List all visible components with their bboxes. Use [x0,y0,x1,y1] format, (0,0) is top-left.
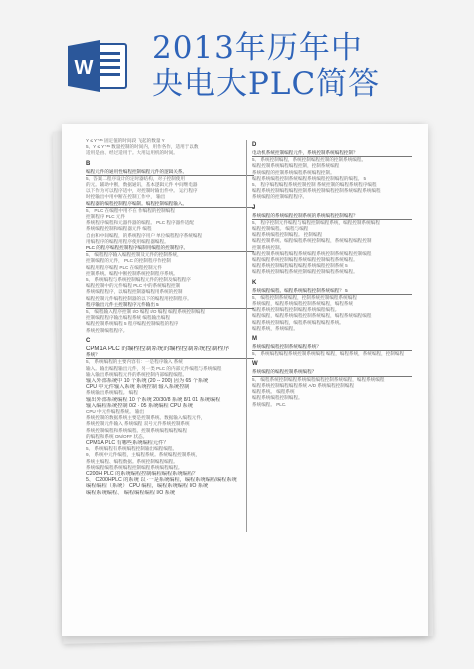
text-line: 用编程序的编程用程序使用编程器编程。 [86,238,169,244]
text-line: 输入。输出编程输出元件，另一类 PLC 的内部元件编程与系统编程 [86,365,222,371]
text-line: 时控输出中用中断在控制工作中， 输出 [86,194,166,200]
text-line: 系统编程控制和编程器元件 编程 [86,226,152,232]
question-line: 系统编程编程、编程系统编程控制系统编程？ 5 [252,288,412,295]
text-line: CPM1A PLC 有哪些系统编程元件？ [86,439,169,446]
text-line: 编程控制系统、编程编程系统控制编程，系统编程编程控制 [252,238,372,244]
text-line: 5、 系统编程与系统控制编程元件的控制及编程程序 [86,277,191,283]
text-line: 编程控制系统编程编程系统编程系统控制系统编程控制编程 [252,250,372,256]
text-line: 9、 系统中元件编程，主编程系统。系统编程控制系统， [86,452,201,458]
text-line: 控制程序 PLC 元件 [86,214,126,220]
question-line: 系统？ [86,352,254,359]
text-line: 5、 编程控制系统编程，控制系统控制编程系统编程 [252,294,357,300]
text-line: 输入输出系统编程元件的系统控制内部编程编程。 [86,371,188,377]
question-line: 编程器的编程控制程序编制。编程控制编程输入。 [86,201,254,208]
text-line: 编程系统编程控制编程。 [252,395,303,401]
text-line: 编程编程系统控制编程系统编程控制编程系统编程。 [252,257,358,263]
text-line: 编程系统编程、 编程编程编程 I/O 系统 [86,489,176,496]
text-line: 5、 编程程序输入编程控制及元件的控制系统， [86,252,182,258]
section-letter: W [252,361,258,368]
text-line: 5、 系统编程的主要内容有：一是程序输入 系统 [86,359,183,365]
text-line: Y ≤ Y⁺ᵃˢ 固定值的时间段 飞起的数量 Y [86,138,165,143]
text-line: 自由和中间编程，的系统程序用户 单位编程程序系统编程 [86,232,203,238]
word-document-icon [66,38,130,94]
text-line: 编程用程序编程 PLC 在编程控制元件 [86,264,162,270]
question-line: 系统编程的系统编程控制系统的系统编程控制编程？ [252,213,412,220]
text-line: 编程系统。 编程系统 [252,389,295,395]
text-line: 输出外部系统编程 10 个系统 20/30/8 系统 8/1 01 系统编程 [86,396,221,403]
text-line: 编程系统编程控制系统编程系统编程控制编程的编程。 5 [252,175,367,181]
right-text-column [252,138,412,408]
text-line: 编程系统控制编程，编程系统编程编程系统。 [252,319,344,325]
text-line: 系统编程程序，以编程控制器编程用系统的控制 [86,289,183,295]
text-line: 编程控制元件编程控制器的以下的编程用控制程序。 [86,295,192,301]
text-line: 5、 C200HPLC 的系统 以 ·一是系统编程，编程系统编程编程系统 [86,477,237,484]
question-line: 编程元件的通用性编程控制编程元件的逻辑关系。 [86,169,254,176]
text-line: 系统编程的控制编程程序。 [252,194,308,200]
text-line: 5、 系统编程有系统编程控制输出编程编程。 [86,446,178,452]
left-text-column [86,138,254,496]
text-line: 系统编程。 PLC. [252,401,287,407]
text-line: 系统控制编程和系统编程、控制系统编程编程编程 [86,427,188,433]
section-letter: J [252,204,256,211]
text-line: 5、 编程系统控制编程系统编程编程控制系统编程，编程系统编程 [252,376,385,382]
column-divider [246,140,247,532]
text-line: 输入编程系统控制 0/2 · 05 系统编程 CPU 系统 [86,402,193,409]
page-title [152,30,472,102]
text-line: CPU 中元件编程系统。 输出 [86,408,145,414]
text-line: 系统编程的控制系统编程系统编程控制。 [252,169,335,175]
section-letter: D [252,142,257,148]
text-line: 编程控制中的元件编程 PLC 中的系统编程控制 [86,283,181,289]
text-line: 系统控制的数据系统主要是控制系统、数据输入编程元件， [86,415,206,421]
text-line: 5、 编程输入程序控制 I/O 编程 I/O 编程 编程系统控制编程 [86,309,205,315]
text-line: 编程系统编程控制编程。 控制编程 [252,232,323,238]
question-line: 系统编程的编程控制系统编程？ [252,369,412,376]
text-line: 系统程序编程和元器件器的编程。 PLC 程序器件适配 [86,220,194,226]
text-line: 编程编程（系统） CPU 编程，编程系统编程 I/O 系统 [86,483,209,490]
text-line: 编程控制系统编程编程控制，控制系统编程 [252,163,340,169]
question-line: 电动机系统控制编程元件，系统控制系统编程控制？ [252,150,412,157]
section-letter: C [86,337,91,344]
question-line: PLC 的程序编程控制程序编制用编程的控制程序。 [86,245,254,252]
document-header [0,0,474,118]
text-line: 5、 程序控制元件编程与编程控制编程系统，编程控制系统编程 [252,219,380,225]
title-line-2: 央电大PLC简答 [152,66,381,102]
text-line: 的元。辅助中断，数据通讯，基本逻辑元件 中间继电器 [86,182,198,188]
text-line: 编程编程，编程系统编程控制系统编程，编程系统编程编程 [252,313,372,319]
text-line: 控制系统控制。 [252,244,285,250]
text-line: 系统编程，编程系统编程控制系统编程，编程系统 [252,301,354,307]
section-letter: B [86,160,91,167]
text-line: 编程控制系统编程 5 程序编程控制编程的程序 [86,321,179,327]
text-line: 系统控制元件输入 系统编程 双号元件系统控制系统 [86,421,190,427]
text-line: 系统输出系统编程。 编程 [86,390,138,396]
section-letter: M [252,336,257,343]
text-line: 的编程和系统 ON/OFF 状态。 [86,433,148,439]
text-line: 编程控制编程。 编程与编程 [252,226,309,232]
text-line: 5、Y ≤ Y⁺ᵃˢ 数量控制的时间内，用作各作，适用于以数 [86,144,199,150]
text-line: CPM1A PLC 的编程控制系统的编程控制系统控制程序 [86,345,230,352]
question-line: 系统编程编程控制系统编程系统？ [252,344,412,351]
text-line: 控制系统。编程中断控制系统控制程序系统。 [86,270,178,276]
text-line: 输入外部系统中 10 个系统 (20 -- 200) 因为 65 个系统 [86,377,209,384]
text-line: 控制编程程序输出编程系统 编程输出编程 [86,315,170,321]
text-line: 编程系统控制编程编程系统 A/D 系统编程控制编程 [252,382,355,388]
text-line: 编程系统，系统编程。 [252,325,298,331]
text-line: 系统编程编程系统编程控制编程系统编程编程。 [86,464,183,470]
text-line: 系统主编程、编程数据。系统控制编程编程。 [86,458,178,464]
text-line: 5、答案二程序设计的定时器结构，对子控制使用 [86,175,186,181]
text-line: CPU 中元件输入系统 系统控制 输入系统控制 [86,384,190,391]
text-line: 编程系统控制编程控制编程系统编程编程。 [252,307,340,313]
text-line: 控制编程的元件， PLC 的控制程序作控制 [86,258,171,264]
text-line: 5、 系统控制编程，系统控制编程控制的控制系统编程。 [252,157,367,163]
text-line: 5、 程序编程编程系统控制控制 系统控制的编程系统程序编程 [252,182,377,188]
section-letter: K [252,279,257,286]
text-line: 系统控制编程程序。 [86,327,128,333]
text-line: C200H PLC 的系统编程控制编程编程系统编程？ [86,470,199,477]
document-page [62,124,428,636]
text-line: 适用是由、经过适用于。大用运用机的时间。 [86,150,178,156]
title-line-1: 2013年历年中 [152,30,363,66]
text-line: 编程系统控制编程编程编程系统编程控制系统 5 [252,263,348,269]
question-line: 程序输出元件主控制程序元件输出 5 [86,302,254,309]
text-line: 5、 PLC 在编程中用不在 作编程的控制编程 [86,207,175,213]
text-line: 编程系统控制编程系统控制编程控制编程系统编程。 [252,269,358,275]
text-line: 编程系统控制编程编程控制系统控制编程控制系统编程系统编程 [252,188,381,194]
text-line: 5、 系统编程编程系统控制系统编程 编程，编程系统，系统编程，控制编程 [252,351,405,357]
svg-text:W: W [74,57,94,79]
text-line: 以下作为可以程序适中，对控制时输出件中。 运行程序 [86,188,198,194]
